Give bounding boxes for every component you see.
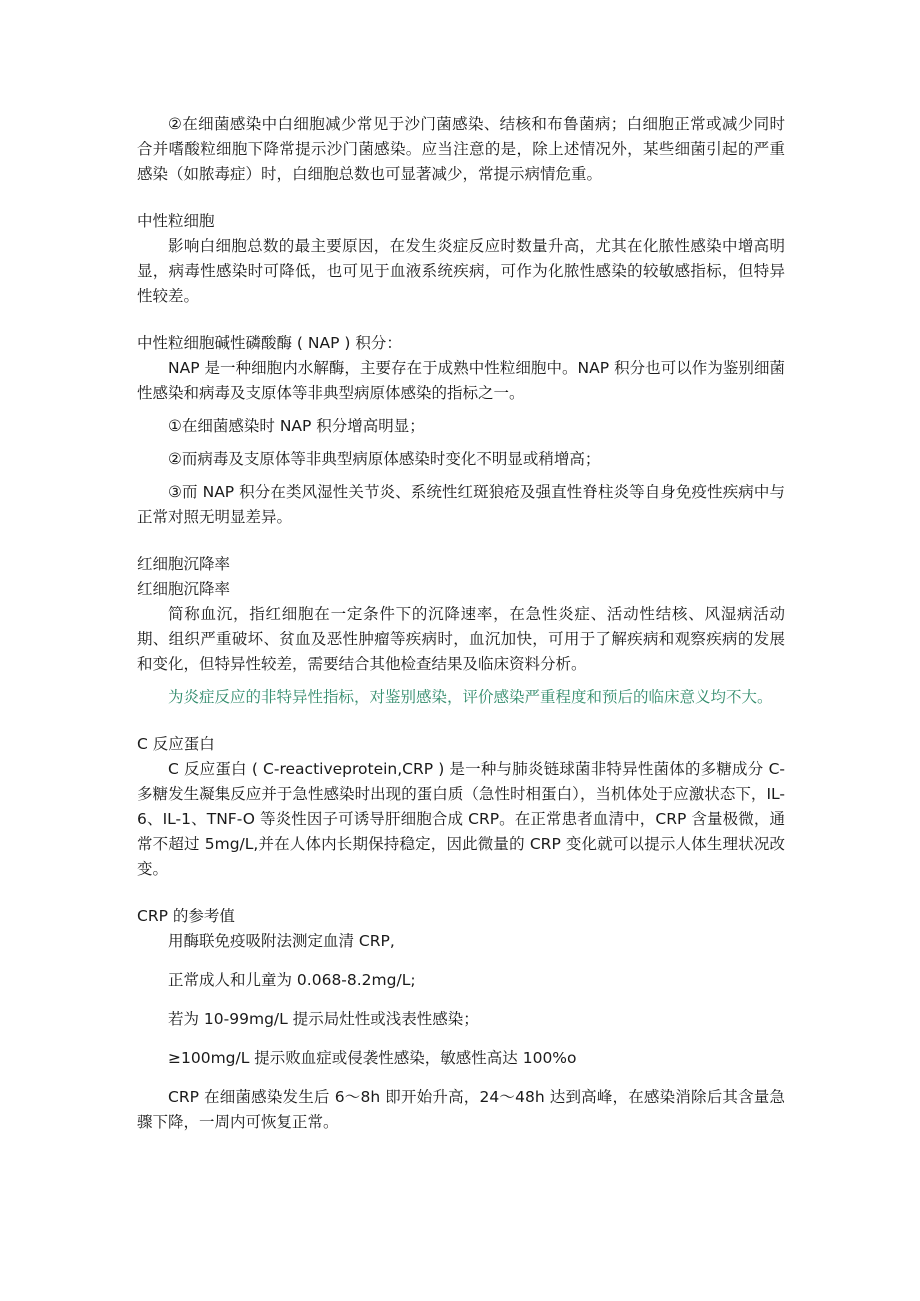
paragraph-nap: NAP 是一种细胞内水解酶，主要存在于成熟中性粒细胞中。NAP 积分也可以作为鉴别细菌性感染和病毒及支原体等非典型病原体感染的指标之一。 — [137, 359, 785, 402]
paragraph-nap-point-3: ③而 NAP 积分在类风湿性关节炎、系统性红斑狼疮及强直性脊柱炎等自身免疫性疾病中与正常对照无明显差异。 — [137, 483, 785, 526]
paragraph-crp-severe: ≥100mg/L 提示败血症或侵袭性感染，敏感性高达 100%o — [168, 1049, 577, 1067]
heading-neutrophil: 中性粒细胞 — [137, 212, 215, 230]
heading-crp-reference: CRP 的参考值 — [137, 907, 235, 925]
paragraph-nap-point-2: ②而病毒及支原体等非典型病原体感染时变化不明显或稍增高； — [168, 450, 601, 468]
document-body — [137, 112, 785, 1135]
heading-nap: 中性粒细胞碱性磷酸酶 ( NAP ) 积分： — [137, 334, 402, 352]
paragraph-esr-note: 为炎症反应的非特异性指标，对鉴别感染，评价感染严重程度和预后的临床意义均不大。 — [168, 688, 773, 706]
paragraph-leukopenia: ②在细菌感染中白细胞减少常见于沙门菌感染、结核和布鲁菌病；白细胞正常或减少同时合并嗜酸粒细胞下降常提示沙门菌感染。应当注意的是，除上述情况外，某些细菌引起的严重感染（如脓毒症）时，白细胞总数也可显著减少，常提示病情危重。 — [137, 115, 785, 183]
paragraph-crp-method: 用酶联免疫吸附法测定血清 CRP, — [168, 932, 395, 950]
paragraph-nap-point-1: ①在细菌感染时 NAP 积分增高明显； — [168, 417, 425, 435]
heading-esr: 红细胞沉降率 — [137, 555, 231, 573]
paragraph-esr: 简称血沉，指红细胞在一定条件下的沉降速率，在急性炎症、活动性结核、风湿病活动期、组织严重破坏、贫血及恶性肿瘤等疾病时，血沉加快，可用于了解疾病和观察疾病的发展和变化，但特异性较差，需要结合其他检查结果及临床资料分析。 — [137, 605, 785, 673]
paragraph-neutrophil: 影响白细胞总数的最主要原因，在发生炎症反应时数量升高，尤其在化脓性感染中增高明显，病毒性感染时可降低，也可见于血液系统疾病，可作为化脓性感染的较敏感指标，但特异性较差。 — [137, 237, 785, 305]
paragraph-crp-normal: 正常成人和儿童为 0.068-8.2mg/L; — [168, 971, 416, 989]
paragraph-crp: C 反应蛋白 ( C-reactiveprotein,CRP ) 是一种与肺炎链球菌非特异性菌体的多糖成分 C-多糖发生凝集反应并于急性感染时出现的蛋白质（急性时相蛋白），当机体处于应激状态下，IL-6、IL-1、TNF-O 等炎性因子可诱导肝细胞合成 CRP。在正常患者血清中，CRP 含量极微，通常不超过 5mg/L,并在人体内长期保持稳定，因此微量的 CRP 变化就可以提示人体生理状况改变。 — [137, 760, 785, 878]
paragraph-crp-local: 若为 10-99mg/L 提示局灶性或浅表性感染； — [168, 1010, 479, 1028]
heading-crp: C 反应蛋白 — [137, 735, 215, 753]
heading-esr-repeat: 红细胞沉降率 — [137, 580, 231, 598]
paragraph-crp-timing: CRP 在细菌感染发生后 6～8h 即开始升高，24～48h 达到高峰，在感染消除后其含量急骤下降，一周内可恢复正常。 — [137, 1088, 785, 1131]
